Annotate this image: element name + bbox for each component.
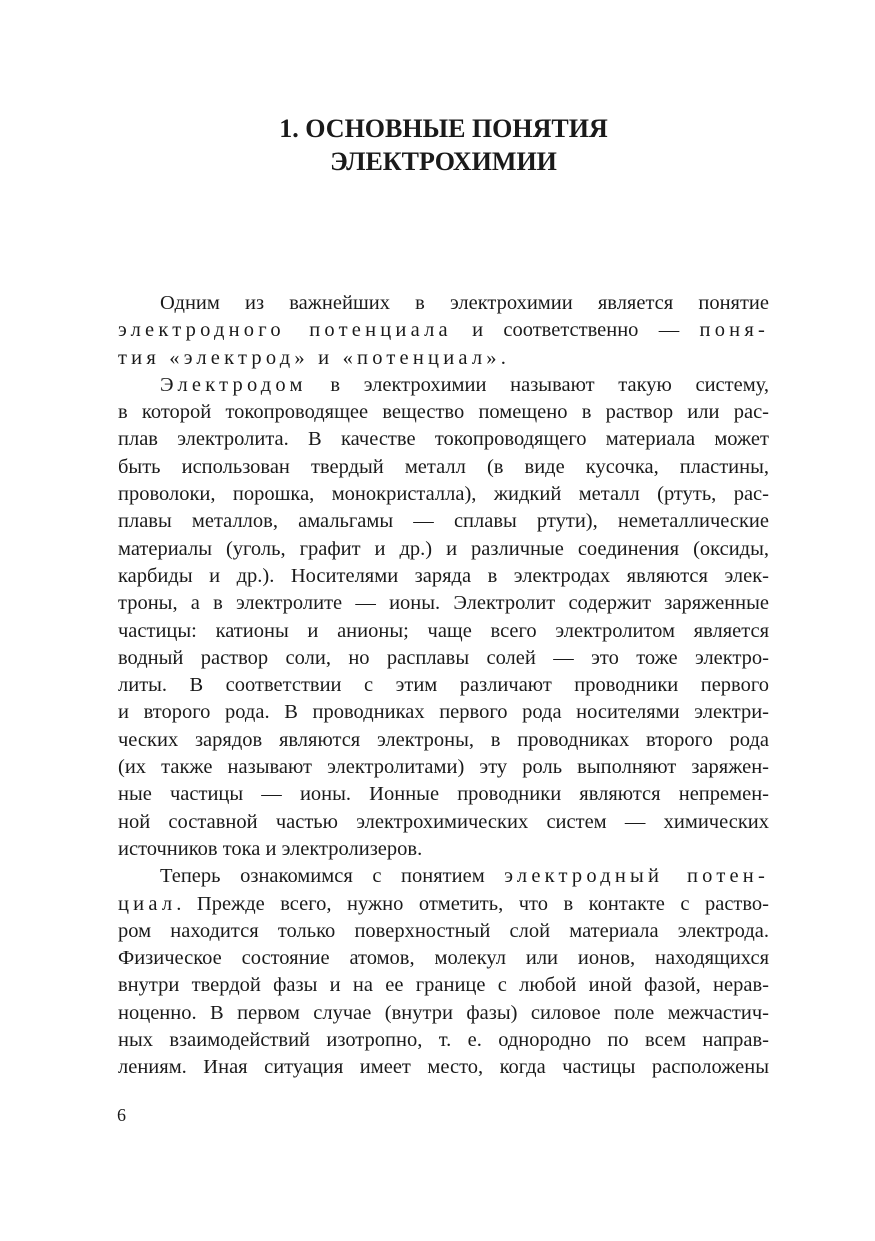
text-line: источников тока и электролизеров. [118, 837, 423, 860]
text-segment: . Прежде всего, нужно отметить, что в контакте с раство- [176, 892, 769, 915]
text-line: лениям. Иная ситуация имеет место, когда частицы расположены [118, 1056, 769, 1079]
text-line [118, 891, 769, 918]
spaced-term: электродный потен- [504, 865, 769, 888]
text-line: Физическое состояние атомов, молекул или ионов, находящихся [118, 947, 769, 970]
text-line: (их также называют электролитами) эту роль выполняют заряжен- [118, 756, 769, 779]
text-line: частицы: катионы и анионы; чаще всего электролитом является [118, 619, 769, 642]
spaced-term: электродного потенциала [118, 319, 452, 342]
text-line: карбиды и др.). Носителями заряда в электродах являются элек- [118, 564, 769, 587]
text-line [118, 290, 769, 317]
spaced-term: тия «электрод» и «потенциал». [118, 346, 511, 369]
text-line: ные частицы — ионы. Ионные проводники являются непремен- [118, 783, 769, 806]
spaced-term: Электродом [160, 373, 307, 396]
text-line: ных взаимодействий изотропно, т. е. однородно по всем направ- [118, 1029, 769, 1052]
text-line [118, 317, 769, 344]
body-text [118, 290, 769, 1082]
text-line: и второго рода. В проводниках первого рода носителями электри- [118, 701, 769, 724]
text-line: ной составной частью электрохимических систем — химических [118, 810, 769, 833]
text-segment: Одним из важнейших в электрохимии является понятие [160, 292, 769, 314]
text-line: литы. В соответствии с этим различают проводники первого [118, 674, 769, 697]
text-line: быть использован твердый металл (в виде кусочка, пластины, [118, 455, 769, 478]
text-segment: и соответственно — [451, 319, 700, 342]
spaced-term: циал [118, 892, 177, 915]
text-line [118, 372, 769, 399]
text-line: водный раствор соли, но расплавы солей — это тоже электро- [118, 646, 769, 669]
text-line: плавы металлов, амальгамы — сплавы ртути), неметаллические [118, 510, 769, 533]
text-line: внутри твердой фазы и на ее границе с любой иной фазой, нерав- [118, 974, 769, 997]
text-line: ноценно. В первом случае (внутри фазы) силовое поле межчастич- [118, 1001, 769, 1024]
text-line: материалы (уголь, графит и др.) и различные соединения (оксиды, [118, 537, 769, 560]
text-line [118, 863, 769, 890]
chapter-title-line-1: 1. ОСНОВНЫЕ ПОНЯТИЯ [279, 114, 608, 143]
spaced-term: поня- [699, 319, 769, 342]
chapter-title-line-2: ЭЛЕКТРОХИМИИ [330, 147, 557, 176]
text-segment: в электрохимии называют такую систему, [306, 373, 769, 396]
text-line [118, 345, 769, 372]
text-line: плав электролита. В качестве токопроводящего материала может [118, 428, 769, 451]
text-segment: Теперь ознакомимся с понятием [160, 865, 505, 888]
text-line: в которой токопроводящее вещество помещено в раствор или рас- [118, 401, 769, 424]
page-number: 6 [117, 1105, 126, 1125]
text-line: ром находится только поверхностный слой материала электрода. [118, 919, 769, 942]
chapter-title [120, 112, 767, 178]
text-line: троны, а в электролите — ионы. Электролит содержит заряженные [118, 592, 769, 615]
text-line: ческих зарядов являются электроны, в проводниках второго рода [118, 728, 769, 751]
text-line: проволоки, порошка, монокристалла), жидкий металл (ртуть, рас- [118, 483, 769, 506]
